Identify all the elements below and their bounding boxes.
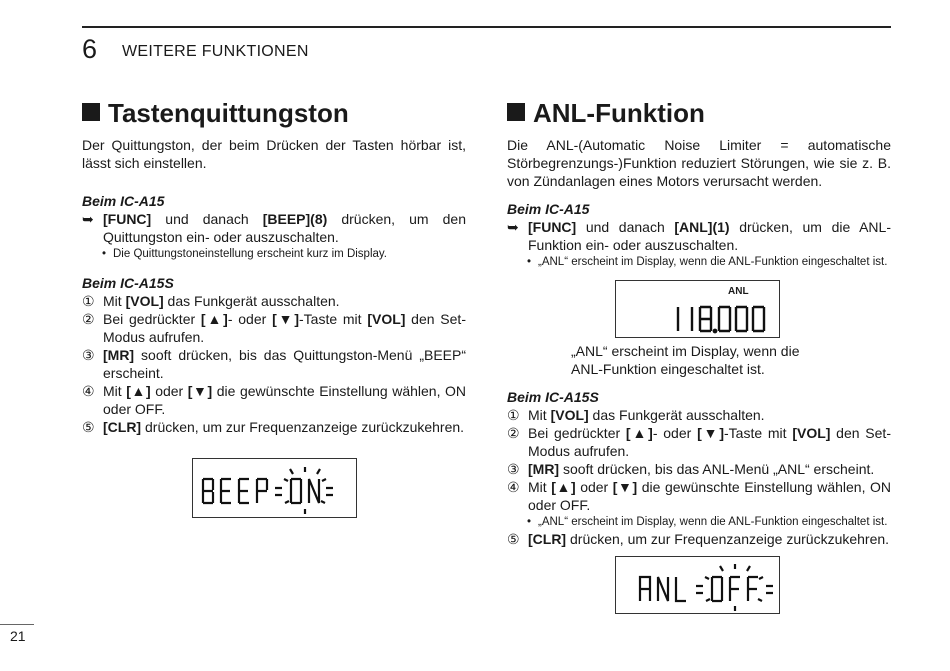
list-item: ③ [MR] sooft drücken, bis das Quittungston-Menü „BEEP“ erscheint.	[82, 347, 466, 381]
list-item: ④ Mit [▲] oder [▼] die gewünschte Einstellung wählen, ON oder OFF.	[507, 479, 892, 513]
left-column	[82, 96, 466, 518]
lcd-anl-off	[615, 556, 780, 614]
chapter-number: 6	[82, 34, 98, 64]
right-column	[507, 96, 891, 614]
list-item: ④ Mit [▲] oder [▼] die gewünschte Einstellung wählen, ON oder OFF.	[82, 383, 467, 417]
square-bullet-icon	[82, 103, 100, 121]
arrow-icon: ➥	[82, 211, 94, 227]
note-anl: • „ANL“ erscheint im Display, wenn die ANL-Funktion eingeschaltet ist.	[527, 256, 888, 268]
lcd-anl-label: ANL	[728, 286, 749, 297]
section-title-beep: Tastenquittungston	[82, 96, 466, 130]
intro-text: Die ANL-(Automatic Noise Limiter = automatische Störbegrenzungs-)Funktion reduziert Störungen, wie sie z. B. von Zündanlagen eines Motors verursacht werden.	[507, 137, 891, 189]
chapter-title: WEITERE FUNKTIONEN	[122, 43, 309, 60]
subheading-ic-a15: Beim IC-A15	[82, 193, 165, 209]
intro-text: Der Quittungston, der beim Drücken der Tasten hörbar ist, lässt sich einstellen.	[82, 137, 466, 171]
list-item: ② Bei gedrückter [▲]- oder [▼]-Taste mit [VOL] den Set-Modus aufrufen.	[82, 311, 466, 345]
lcd-anl-frequency	[615, 280, 780, 338]
arrow-icon: ➥	[507, 219, 519, 235]
lcd-beep-on-icon	[193, 459, 356, 517]
list-item: ① Mit [VOL] das Funkgerät ausschalten.	[507, 407, 765, 423]
subheading-ic-a15: Beim IC-A15	[507, 201, 590, 217]
header-rule	[82, 26, 891, 28]
lcd-frequency-digits-icon	[616, 281, 779, 337]
subheading-ic-a15s: Beim IC-A15S	[507, 389, 599, 405]
list-item: ① Mit [VOL] das Funkgerät ausschalten.	[82, 293, 340, 309]
square-bullet-icon	[507, 103, 525, 121]
lcd-anl-off-icon	[616, 557, 779, 613]
section-title-anl: ANL-Funktion	[507, 96, 891, 130]
lcd-beep-on	[192, 458, 357, 518]
note-beep: • Die Quittungstoneinstellung erscheint kurz im Display.	[102, 248, 387, 260]
list-item: ② Bei gedrückter [▲]- oder [▼]-Taste mit [VOL] den Set-Modus aufrufen.	[507, 425, 891, 459]
subheading-ic-a15s: Beim IC-A15S	[82, 275, 174, 291]
note-anl-2: • „ANL“ erscheint im Display, wenn die ANL-Funktion eingeschaltet ist.	[527, 516, 888, 528]
page-number: 21	[0, 624, 34, 644]
list-item: ③ [MR] sooft drücken, bis das ANL-Menü „ANL“ erscheint.	[507, 461, 875, 477]
step-func-beep: ➥ [FUNC] und danach [BEEP](8) drücken, um den Quittungston ein- oder auszuschalten.	[82, 211, 466, 245]
list-item: ⑤ [CLR] drücken, um zur Frequenzanzeige zurückzukehren.	[507, 531, 890, 547]
list-item: ⑤ [CLR] drücken, um zur Frequenzanzeige zurückzukehren.	[82, 419, 465, 435]
step-func-anl: ➥ [FUNC] und danach [ANL](1) drücken, um die ANL-Funktion ein- oder auszuschalten.	[507, 219, 891, 253]
lcd-caption: „ANL“ erscheint im Display, wenn die ANL-Funktion eingeschaltet ist.	[571, 343, 800, 377]
